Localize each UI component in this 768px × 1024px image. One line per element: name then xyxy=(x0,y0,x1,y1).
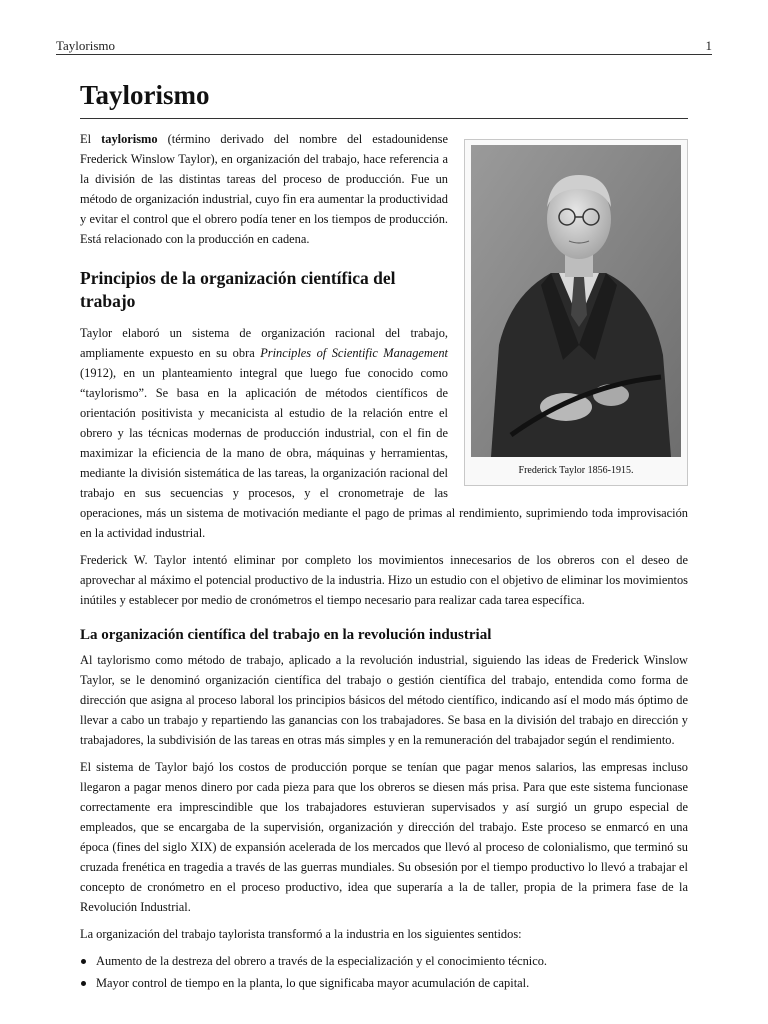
revolution-paragraph-1: Al taylorismo como método de trabajo, aplicado a la revolución industrial, siguiendo las ideas de Frederick Winslow Taylor, se le denominó organización científica del trabajo o gestión científica del trabajo, entendida como forma de dirección que asigna al proceso laboral los principios básicos del método científico, indicando así el modo más óptimo de llevar a cabo un trabajo y repartiendo las ganancias con los trabajadores. Se basa en la división del trabajo en dirección y trabajadores, la subdivisión de las tareas en otras más simples y en la remuneración del trabajador según el rendimiento. xyxy=(80,653,688,747)
section-heading-principles: Principios de la organización científica del trabajo xyxy=(80,268,396,311)
running-header xyxy=(56,38,712,54)
principles-paragraph-1: Taylor elaboró un sistema de organización racional del trabajo, ampliamente expuesto en su obra Principles of Scientific Management (1912), en un planteamiento integral que luego fue conocido como “taylorismo”. Se basa en la aplicación de métodos científicos de orientación positivista y mecanicista al estudio de la relación entre el obrero y las técnicas modernas de producción industrial, con el fin de maximizar la eficiencia de la mano de obra, máquinas y herramientas, mediante la división sistemática de las tareas, la organización racional del trabajo en sus secuencias y procesos, y el cronometraje de las operaciones, más un sistema de motivación mediante el pago de primas al rendimiento, suprimiendo toda improvisación en la actividad industrial. xyxy=(80,326,688,540)
transform-list xyxy=(80,951,688,993)
page-number: 1 xyxy=(705,38,712,53)
article-body xyxy=(80,74,688,995)
header-rule xyxy=(56,54,712,55)
section-heading-revolution: La organización científica del trabajo en la revolución industrial xyxy=(80,627,492,643)
list-item: Aumento de la destreza del obrero a través de la especialización y el conocimiento técnico. xyxy=(80,951,688,971)
portrait-photo xyxy=(471,145,681,457)
principles-paragraph-2: Frederick W. Taylor intentó eliminar por completo los movimientos innecesarios de los obreros con el deseo de aprovechar al máximo el potencial productivo de la industria. Hizo un estudio con el objetivo de eliminar los movimientos inútiles y establecer por medio de cronómetros el tiempo necesario para realizar cada tarea específica. xyxy=(80,553,688,607)
running-title: Taylorismo xyxy=(56,38,116,53)
revolution-paragraph-3: La organización del trabajo taylorista transformó a la industria en los siguientes sentidos: xyxy=(80,927,522,941)
revolution-paragraph-2: El sistema de Taylor bajó los costos de producción porque se tenían que pagar menos salarios, las empresas incluso llegaron a pagar menos dinero por cada pieza para que los obreros se diesen más prisa. Para que este sistema funcionase correctamente era imprescindible que los trabajadores estuvieran supervisados y así surgió un grupo especial de empleados, que se encargaba de la supervisión, organización y dirección del trabajo. Este proceso se enmarcó en una época (fines del siglo XIX) de expansión acelerada de los mercados que llevó al proceso de colonialismo, que terminó su cruzada frenética en tragedia a través de las guerras mundiales. Su obsesión por el tiempo productivo lo llevó a trabajar el concepto de cronómetro en el proceso productivo, idea que superaría a la de taller, propia de la primera fase de la Revolución Industrial. xyxy=(80,760,688,914)
article-title: Taylorismo xyxy=(80,74,688,119)
bold-term: taylorismo xyxy=(101,132,158,146)
list-item: Mayor control de tiempo en la planta, lo que significaba mayor acumulación de capital. xyxy=(80,973,688,993)
intro-paragraph: El taylorismo (término derivado del nombre del estadounidense Frederick Winslow Taylor), en organización del trabajo, hace referencia a la división de las distintas tareas del proceso de producción. Fue un método de organización industrial, cuyo fin era aumentar la productividad y evitar el control que el obrero podía tener en los tiempos de producción. Está relacionado con la producción en cadena. xyxy=(80,132,448,246)
portrait-figure xyxy=(464,139,688,486)
portrait-caption: Frederick Taylor 1856-1915. xyxy=(518,465,634,476)
book-title: Principles of Scientific Management xyxy=(260,346,448,360)
